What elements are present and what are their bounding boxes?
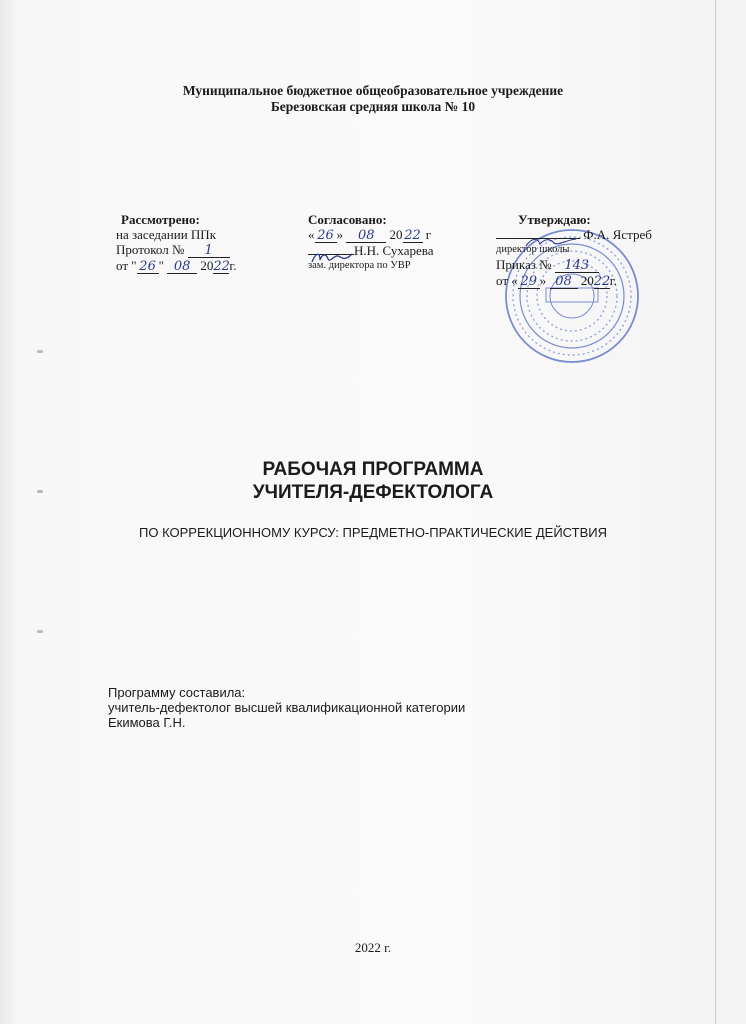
- year-prefix: 20: [200, 258, 214, 273]
- approved-signer-line: [496, 227, 652, 242]
- page-edge-line: [715, 0, 716, 1024]
- agreed-date-line: [308, 227, 433, 243]
- considered-heading: Рассмотрено:: [121, 212, 200, 227]
- author-label: Программу составила:: [108, 685, 246, 700]
- agreed-signer: Н.Н. Сухарева: [354, 243, 434, 258]
- considered-block: [116, 212, 237, 274]
- order-line: [496, 257, 652, 273]
- date-prefix: от «: [496, 273, 518, 288]
- date-prefix: от ": [116, 258, 137, 273]
- protocol-number: 1: [188, 244, 230, 258]
- approved-year: 22: [593, 274, 611, 289]
- quote-close: »: [539, 273, 547, 288]
- considered-day: 26: [137, 260, 159, 274]
- agreed-signature-line: [308, 254, 354, 255]
- program-title-line2: УЧИТЕЛЯ-ДЕФЕКТОЛОГА: [252, 482, 494, 503]
- margin-mark: [37, 350, 43, 353]
- protocol-prefix: Протокол №: [116, 242, 185, 257]
- year-end: г.: [609, 273, 617, 288]
- agreed-year: 22: [404, 228, 421, 243]
- institution-name: Муниципальное бюджетное общеобразовательное учреждение: [182, 83, 564, 98]
- agreed-signature: [308, 250, 354, 266]
- approved-day: 29: [518, 275, 540, 289]
- margin-mark: [37, 630, 43, 633]
- agreed-signer-line: [308, 243, 433, 258]
- considered-line1: на заседании ППк: [116, 227, 217, 242]
- agreed-day: 26: [315, 229, 337, 243]
- author-position: учитель-дефектолог высшей квалификационной категории: [108, 700, 466, 715]
- approved-heading: Утверждаю:: [518, 212, 591, 227]
- approved-block: [496, 212, 652, 289]
- year-end: г.: [229, 258, 237, 273]
- document-year: 2022 г.: [354, 940, 392, 955]
- agreed-month: 08: [346, 229, 386, 243]
- order-number: 143: [555, 259, 599, 273]
- quote-open: «: [308, 227, 315, 242]
- considered-year: 22: [213, 259, 230, 274]
- year-prefix: 20: [389, 227, 403, 242]
- year-end: г: [425, 227, 432, 242]
- author-block: [108, 685, 465, 730]
- approved-position: директор школы: [496, 244, 570, 255]
- protocol-line: [116, 242, 237, 258]
- approved-signature-line: [496, 238, 580, 239]
- agreed-block: [308, 212, 433, 273]
- approved-signature: [496, 234, 580, 250]
- approved-signer: Ф.А. Ястреб: [583, 227, 652, 242]
- agreed-heading: Согласовано:: [308, 212, 387, 227]
- agreed-position: зам. директора по УВР: [308, 260, 411, 271]
- date-quote: ": [158, 258, 164, 273]
- order-prefix: Приказ №: [496, 257, 552, 272]
- school-name: Березовская средняя школа № 10: [270, 99, 476, 114]
- program-title: РАБОЧАЯ ПРОГРАММА: [262, 459, 484, 480]
- approved-date-line: [496, 273, 652, 289]
- approved-month: 08: [550, 275, 578, 289]
- year-prefix: 20: [580, 273, 594, 288]
- considered-month: 08: [167, 260, 197, 274]
- author-name: Екимова Г.Н.: [108, 715, 186, 730]
- considered-date-line: [116, 258, 237, 274]
- program-subtitle: ПО КОРРЕКЦИОННОМУ КУРСУ: ПРЕДМЕТНО-ПРАКТИЧЕСКИЕ ДЕЙСТВИЯ: [139, 525, 607, 540]
- quote-close: »: [336, 227, 343, 242]
